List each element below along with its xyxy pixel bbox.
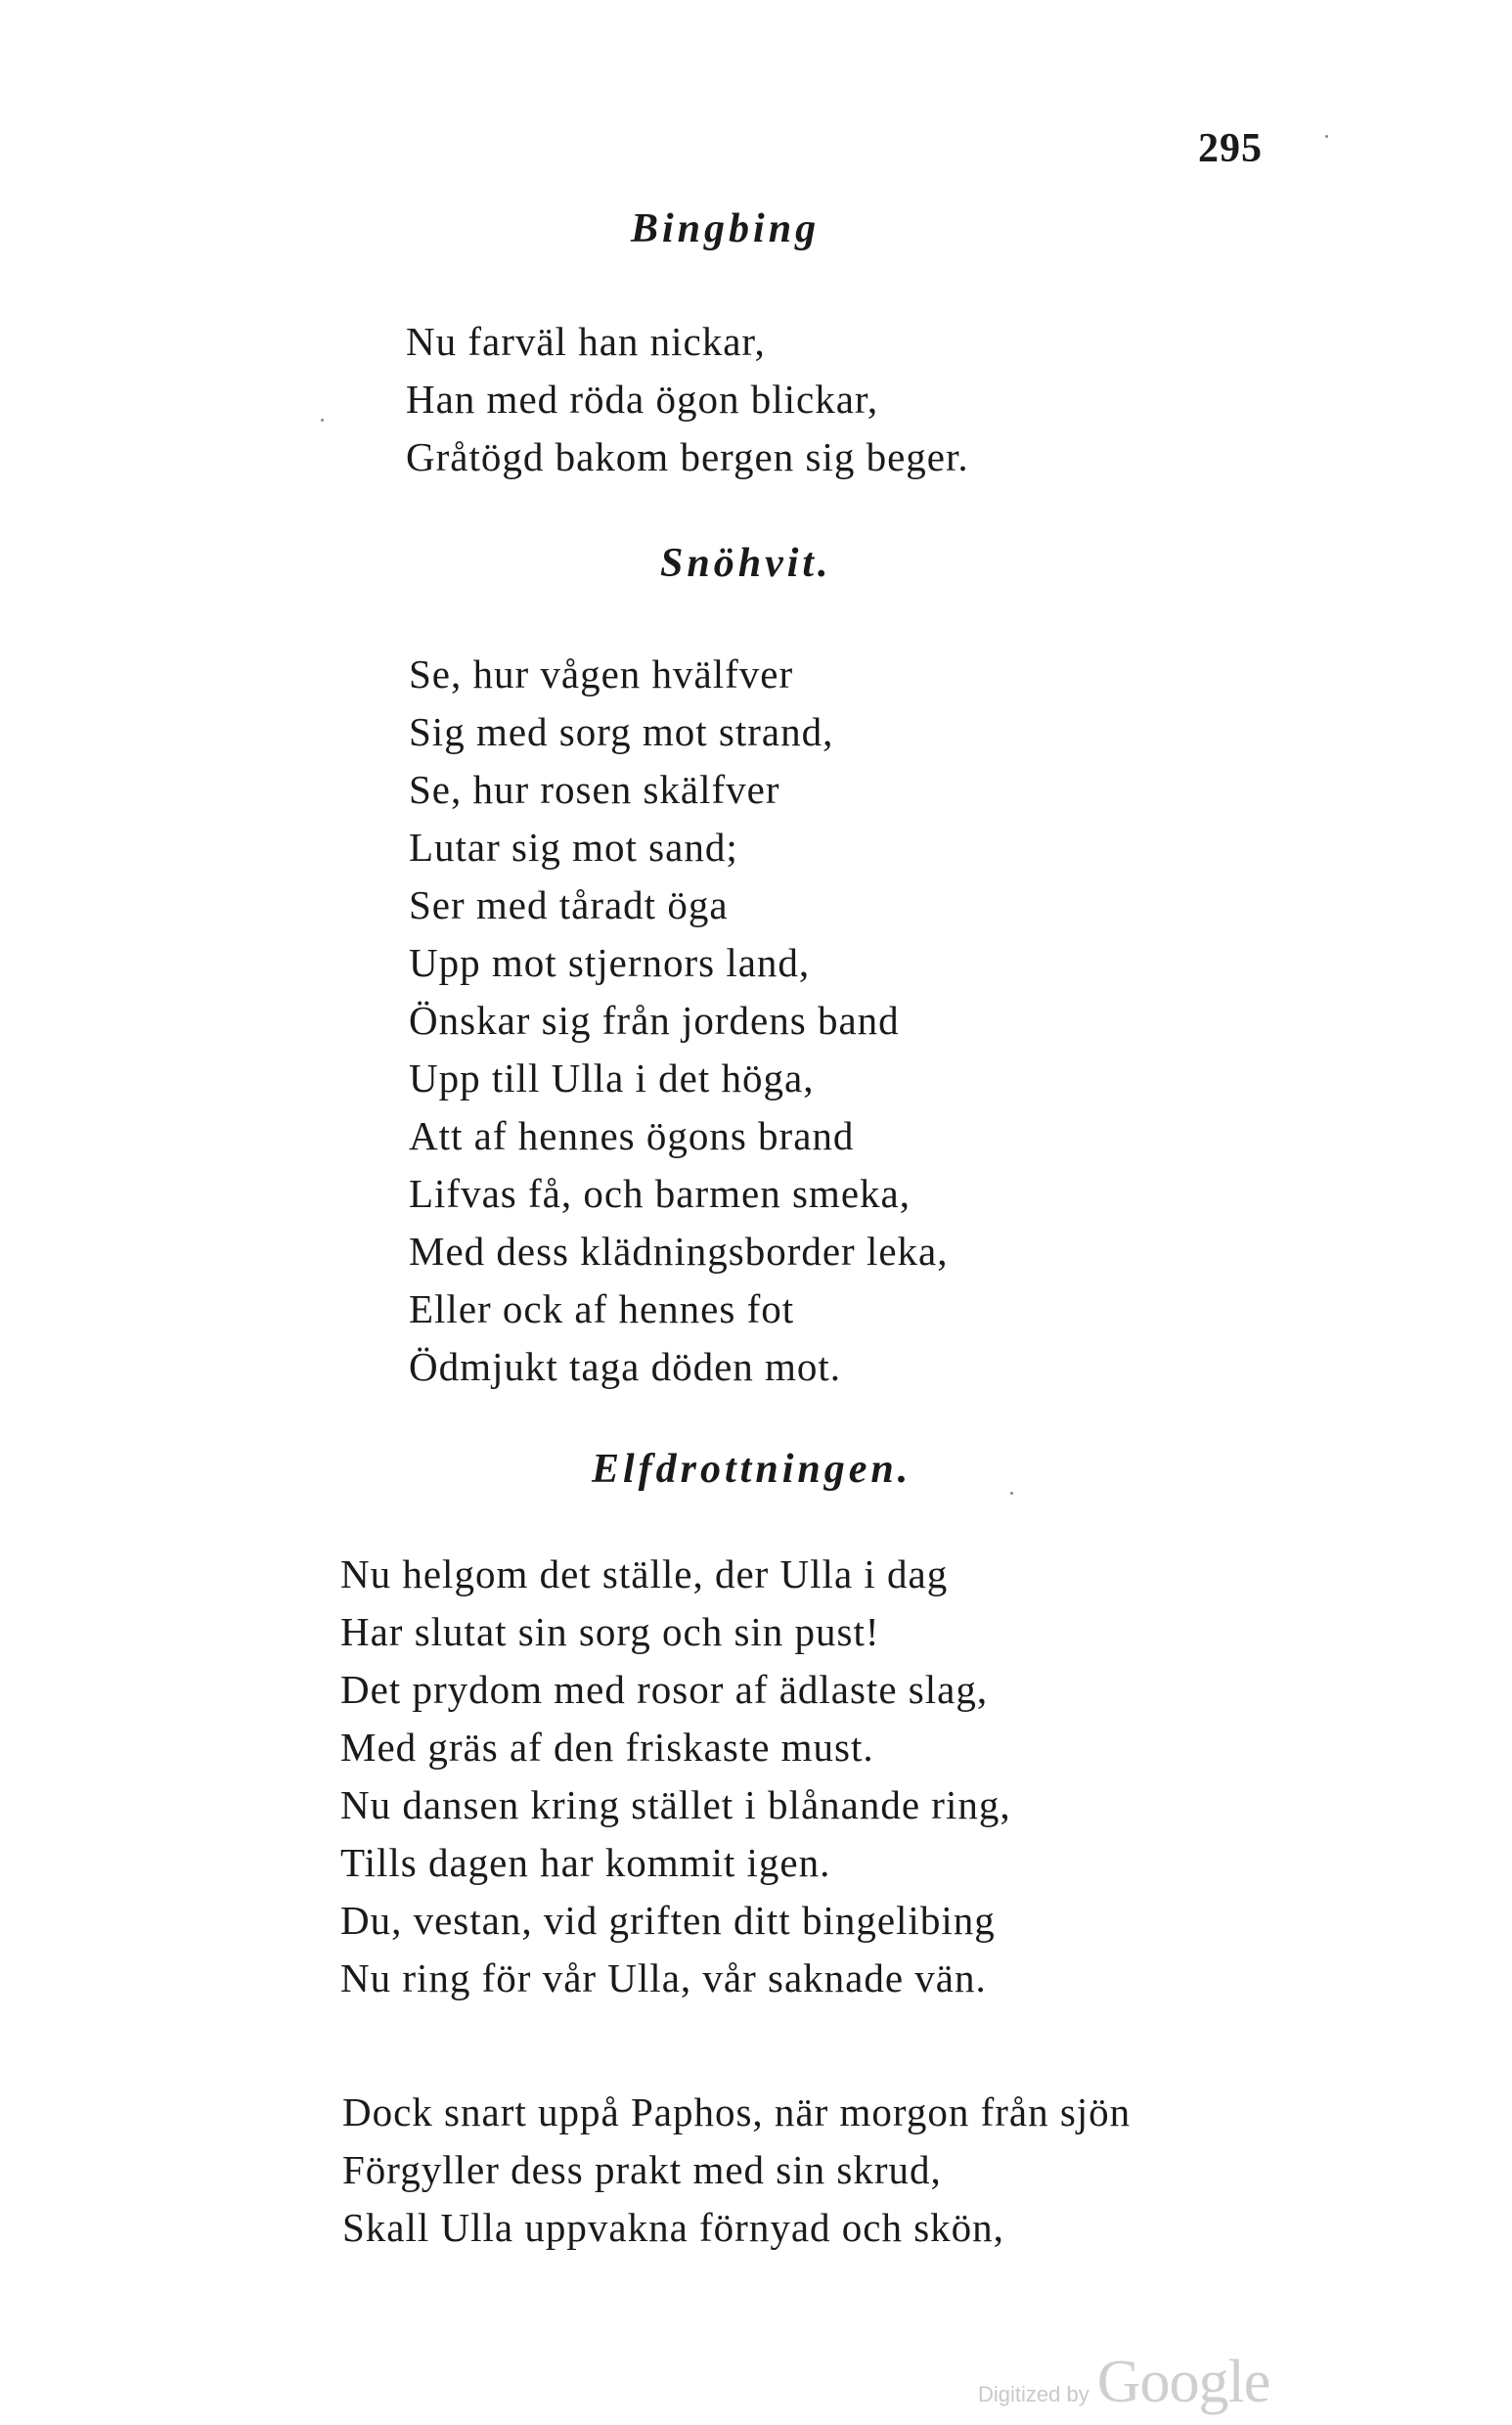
stanza-elfdrottningen-2	[342, 2084, 1131, 2257]
verse-line: Det prydom med rosor af ädlaste slag,	[340, 1667, 989, 1712]
stanza-elfdrottningen-1	[340, 1546, 1011, 2007]
digitized-label: Digitized by	[978, 2382, 1090, 2406]
verse-line: Med dess klädningsborder leka,	[409, 1229, 949, 1274]
verse-line: Med gräs af den friskaste must.	[340, 1725, 874, 1770]
verse-line: Nu dansen kring stället i blånande ring,	[340, 1782, 1011, 1827]
verse-line: Dock snart uppå Paphos, när morgon från sjön	[342, 2089, 1132, 2134]
speck-mark	[1325, 135, 1328, 138]
section-title-bingbing: Bingbing	[631, 206, 821, 251]
speck-mark	[1010, 1492, 1013, 1495]
speck-mark	[321, 419, 324, 422]
section-title-snohvit: Snöhvit.	[660, 541, 832, 586]
verse-line: Nu ring för vår Ulla, vår saknade vän.	[340, 1955, 987, 2000]
verse-line: Ödmjukt taga döden mot.	[409, 1344, 842, 1389]
verse-line: Lutar sig mot sand;	[409, 825, 738, 870]
verse-line: Du, vestan, vid griften ditt bingelibing	[340, 1898, 996, 1943]
verse-line: Att af hennes ögons brand	[409, 1113, 855, 1158]
verse-line: Önskar sig från jordens band	[409, 998, 900, 1043]
verse-line: Ser med tåradt öga	[409, 882, 729, 927]
verse-line: Upp mot stjernors land,	[409, 940, 811, 985]
verse-line: Han med röda ögon blickar,	[406, 377, 879, 422]
verse-line: Upp till Ulla i det höga,	[409, 1055, 815, 1100]
verse-line: Nu farväl han nickar,	[406, 319, 766, 364]
verse-line: Har slutat sin sorg och sin pust!	[340, 1609, 880, 1654]
verse-line: Sig med sorg mot strand,	[409, 709, 834, 754]
digitized-by-footer	[978, 2348, 1269, 2417]
verse-line: Förgyller dess prakt med sin skrud,	[342, 2147, 942, 2192]
page-number: 295	[1198, 126, 1263, 171]
verse-line: Eller ock af hennes fot	[409, 1286, 795, 1331]
section-title-elfdrottningen: Elfdrottningen.	[592, 1447, 912, 1492]
verse-line: Skall Ulla uppvakna förnyad och skön,	[342, 2205, 1004, 2250]
stanza-snohvit	[409, 646, 949, 1396]
verse-line: Gråtögd bakom bergen sig beger.	[406, 434, 969, 479]
stanza-bingbing	[406, 313, 969, 486]
verse-line: Se, hur vågen hvälfver	[409, 651, 794, 696]
verse-line: Se, hur rosen skälfver	[409, 767, 780, 812]
verse-line: Nu helgom det ställe, der Ulla i dag	[340, 1551, 949, 1596]
verse-line: Tills dagen har kommit igen.	[340, 1840, 831, 1885]
google-logo: Google	[1096, 2349, 1270, 2415]
verse-line: Lifvas få, och barmen smeka,	[409, 1171, 911, 1216]
